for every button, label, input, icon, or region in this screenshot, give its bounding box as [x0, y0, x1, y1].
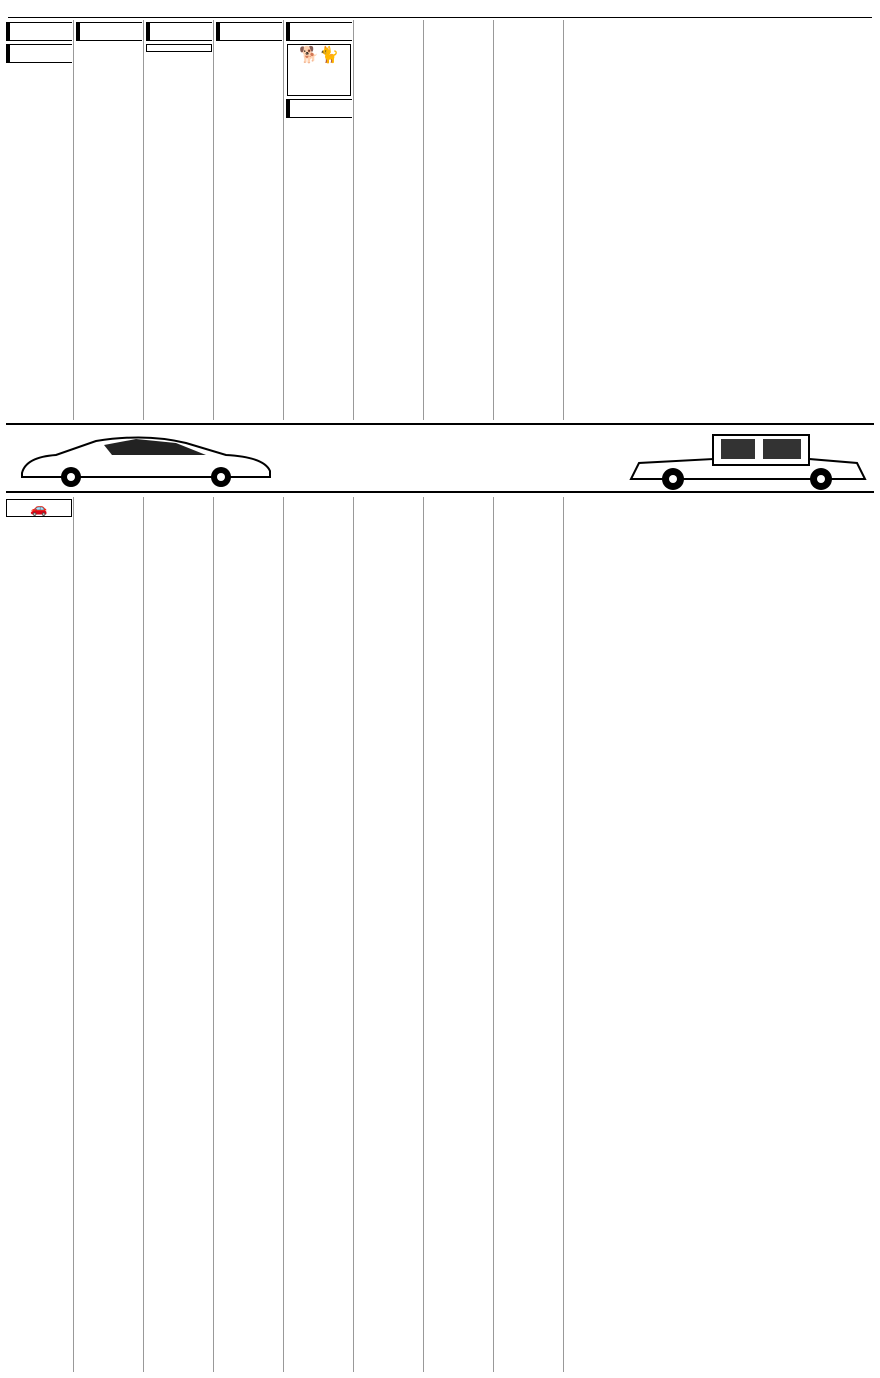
- column-7: [426, 20, 494, 420]
- section-750: [6, 22, 72, 41]
- category-header: [6, 44, 72, 63]
- section-754: [286, 22, 352, 41]
- category-name: [290, 23, 294, 40]
- column-b4: [216, 497, 284, 1372]
- category-header: [286, 22, 352, 41]
- column-2: [76, 20, 144, 420]
- category-name: [10, 45, 14, 62]
- category-name: [10, 23, 14, 40]
- column-b9: [566, 497, 634, 1372]
- column-b6: [356, 497, 424, 1372]
- column-b7: [426, 497, 494, 1372]
- column-6: [356, 20, 424, 420]
- sports-car-icon: [16, 429, 276, 489]
- animals-box: [287, 44, 351, 96]
- vintage-car-icon: [621, 429, 871, 491]
- column-8: [496, 20, 564, 420]
- dog-cat-icon: 🐕🐈: [299, 47, 339, 64]
- column-b5: [286, 497, 354, 1372]
- page-header: [8, 4, 872, 18]
- category-header: [216, 22, 282, 41]
- category-header: [146, 22, 212, 41]
- automotive-banner: [6, 423, 874, 493]
- column-1: [6, 20, 74, 420]
- column-b3: [146, 497, 214, 1372]
- top-classifieds: [6, 20, 874, 420]
- section-751: [146, 22, 212, 41]
- automotive-index-box: [6, 499, 72, 517]
- column-b2: [76, 497, 144, 1372]
- column-b1: [6, 497, 74, 1372]
- column-9: [566, 20, 634, 420]
- bottom-classifieds: [6, 497, 874, 1372]
- hammond-organs-ad: [146, 44, 212, 52]
- category-name: [150, 23, 154, 40]
- category-header: [286, 99, 352, 118]
- section-752: [216, 22, 282, 41]
- car-icon: 🚗: [30, 500, 48, 516]
- category-name: [220, 23, 224, 40]
- category-name: [80, 23, 84, 40]
- column-5: [286, 20, 354, 420]
- section-780: [286, 99, 352, 118]
- category-name: [290, 100, 294, 117]
- category-header: [6, 22, 72, 41]
- column-4: [216, 20, 284, 420]
- column-b8: [496, 497, 564, 1372]
- section-751: [6, 44, 72, 63]
- category-header: [76, 22, 142, 41]
- column-3: [146, 20, 214, 420]
- section-751: [76, 22, 142, 41]
